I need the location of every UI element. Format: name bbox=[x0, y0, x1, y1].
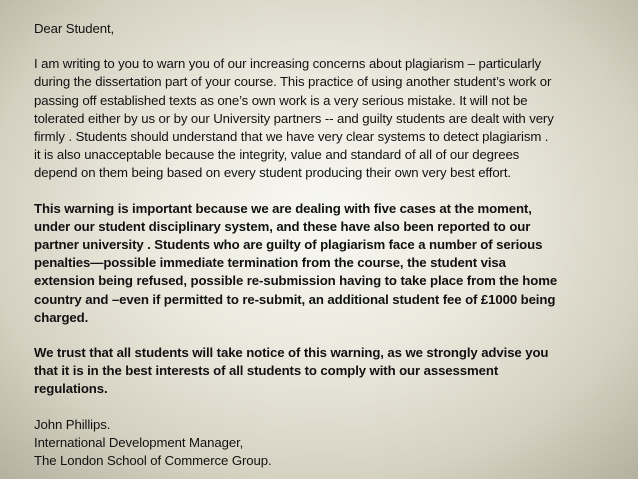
signature-organization: The London School of Commerce Group. bbox=[34, 453, 272, 469]
signature-name: John Phillips. bbox=[34, 416, 111, 432]
spacer bbox=[34, 399, 630, 416]
spacer bbox=[34, 38, 630, 55]
salutation: Dear Student, bbox=[34, 21, 115, 36]
signature-title: International Development Manager, bbox=[34, 434, 244, 450]
spacer bbox=[34, 183, 630, 200]
paragraph-warning: This warning is important because we are dealing with five cases at the moment, under our student disciplinary system, and these have also been reported to our partner university . Students who are guilty of plagiarism face a number of serious penalties—possible immediate termination from the course, the student visa extension being refused, possible re-submission having to take place from the home country and –even if permitted to re-submit, an additional student fee of £1000 being charged. bbox=[34, 200, 558, 325]
paragraph-plagiarism-concerns: I am writing to you to warn you of our increasing concerns about plagiarism – particularly during the dissertation part of your course. This practice of using another student’s work or passing off established texts as one’s own work is a very serious mistake. It will not be tolerated either by us or by our University partners -- and guilty students are dealt with very firmly . Students should understand that we have very clear systems to detect plagiarism . it is also unacceptable because the integrity, value and standard of all of our degrees depend on them being based on every student producing their own very best effort. bbox=[34, 56, 554, 181]
spacer bbox=[34, 327, 630, 344]
letter-body bbox=[34, 20, 630, 470]
paragraph-advice: We trust that all students will take notice of this warning, as we strongly advise you that it is in the best interests of all students to comply with our assessment regulations. bbox=[34, 345, 549, 397]
